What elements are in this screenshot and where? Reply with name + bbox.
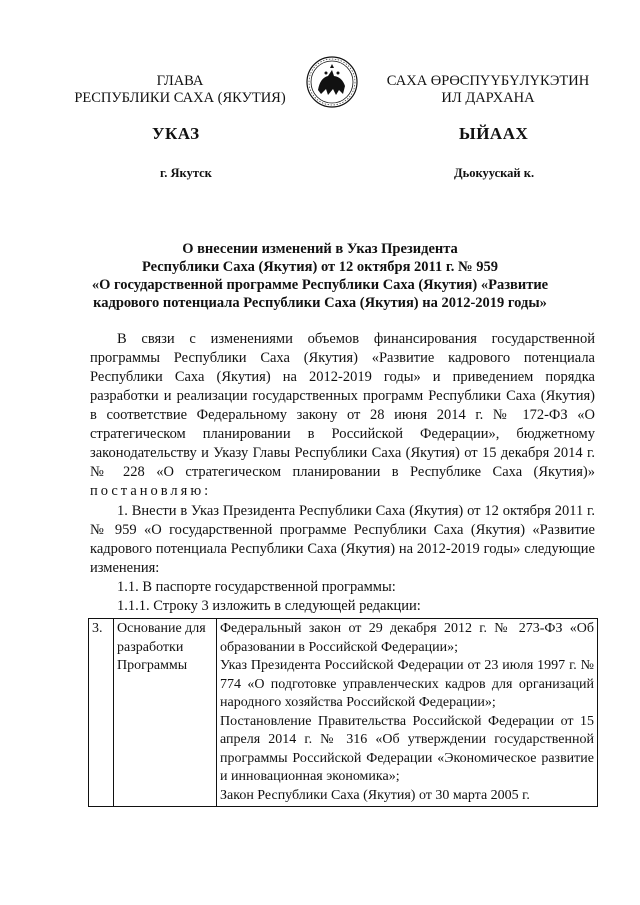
table-row (89, 619, 598, 807)
preamble-paragraph (90, 330, 595, 501)
legal-basis-item: Федеральный закон от 29 декабря 2012 г. № 273-ФЗ «Об образовании в Российской Федерации»; (220, 621, 594, 655)
row-content (217, 619, 598, 807)
document-title-line: Республики Саха (Якутия) от 12 октября 2011 г. № 959 (141, 259, 499, 275)
issuer-right-line1: САХА ӨРӨСПҮҮБҮЛҮКЭТИН (386, 73, 590, 89)
sub-item-1-1: 1.1. В паспорте государственной программы: (117, 579, 396, 595)
doc-type-sakha: ЫЙААХ (459, 124, 529, 143)
document-title-line: «О государственной программе Республики Саха (Якутия) «Развитие (91, 277, 549, 293)
sub-item-1-1-1: 1.1.1. Строку 3 изложить в следующей редакции: (117, 598, 421, 614)
document-title-line: О внесении изменений в Указ Президента (182, 241, 458, 257)
row-number: 3. (89, 619, 114, 807)
issuer-right-line2: ИЛ ДАРХАНА (441, 90, 535, 106)
passport-table (88, 618, 598, 807)
coat-of-arms-emblem-icon (306, 56, 358, 108)
issuer-left-line1: ГЛАВА (156, 73, 204, 89)
issuer-left (60, 73, 300, 107)
city-ru: г. Якутск (160, 166, 212, 180)
legal-basis-item: Закон Республики Саха (Якутия) от 30 марта 2005 г. (220, 787, 530, 803)
issuer-right (378, 73, 598, 107)
legal-basis-item: Указ Президента Российской Федерации от 23 июля 1997 г. № 774 «О подготовке управленческих кадров для организаций народного хозяйства Российской Федерации»; (220, 658, 594, 710)
preamble-text: В связи с изменениями объемов финансирования государственной программы Республики Саха (Якутия) «Развитие кадрового потенциала Республики Саха (Якутия) на 2012-2019 годы» и приведением порядка разработки и реализации государственных программ Республики Саха (Якутия) в соответствие Федеральному закону от 28 июня 2014 г. № 172-ФЗ «О стратегическом планировании в Российской Федерации», бюджетному законодательству и Указу Главы Республики Саха (Якутия) от 15 декабря 2014 г. № 228 «О стратегическом планировании в Республике Саха (Якутия)» (90, 331, 595, 480)
row-label: Основание для разработки Программы (114, 619, 217, 807)
amendment-paragraph: 1. Внести в Указ Президента Республики Саха (Якутия) от 12 октября 2011 г. № 959 «О государственной программе Республики Саха (Якутия) «Развитие кадрового потенциала Республики Саха (Якутия) на 2012-2019 годы» следующие изменения: (90, 503, 595, 576)
document-title (60, 240, 580, 312)
legal-basis-item: Постановление Правительства Российской Федерации от 15 апреля 2014 г. № 316 «Об утверждении государственной программы Российской Федерации «Экономическое развитие и инновационная экономика»; (220, 713, 594, 784)
city-sakha: Дьокуускай к. (454, 166, 535, 180)
doc-type-ru: УКАЗ (152, 124, 200, 143)
decree-word: постановляю: (90, 483, 212, 499)
document-title-line: кадрового потенциала Республики Саха (Якутия) на 2012-2019 годы» (93, 295, 547, 311)
issuer-left-line2: РЕСПУБЛИКИ САХА (ЯКУТИЯ) (74, 90, 286, 106)
